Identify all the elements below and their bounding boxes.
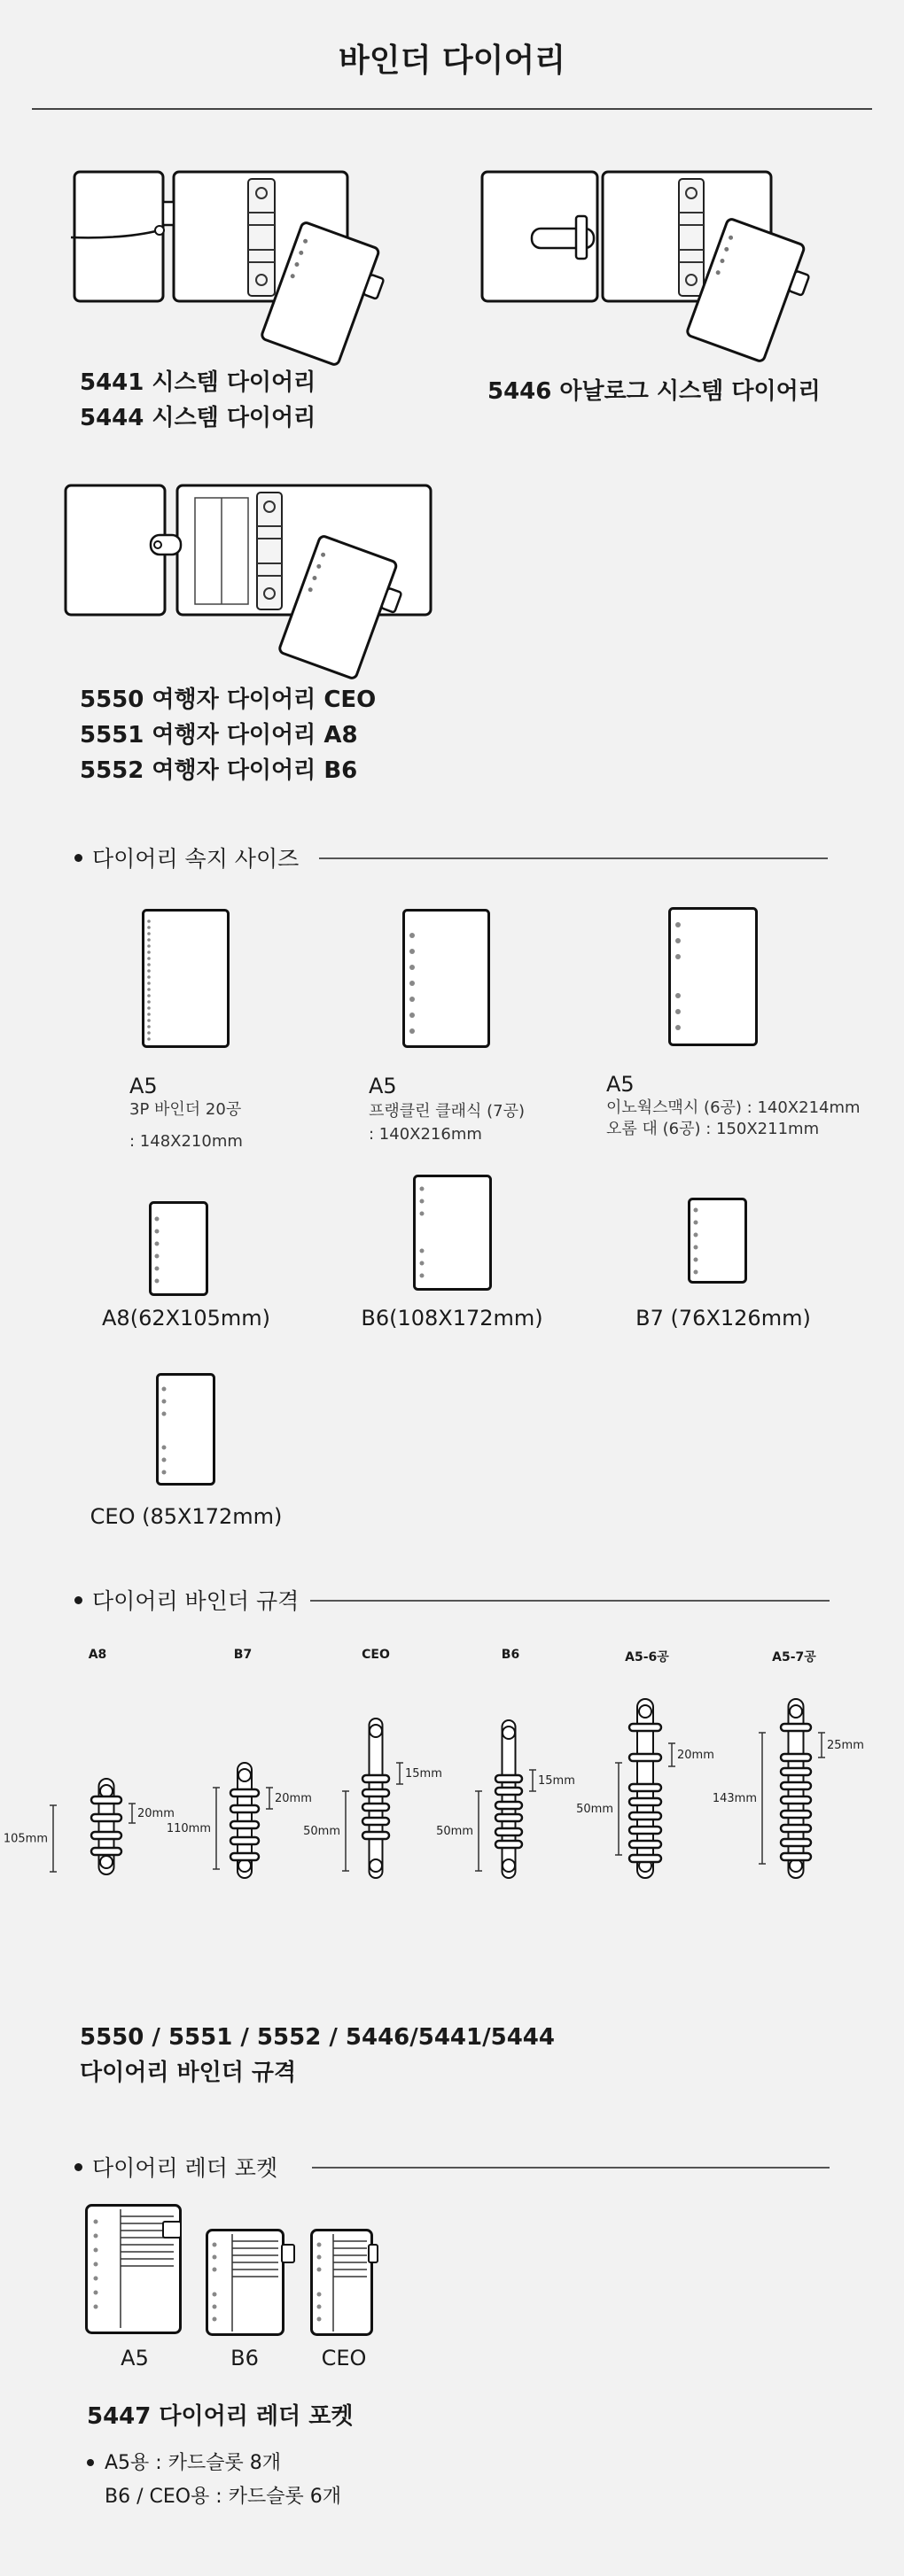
binder-ring xyxy=(230,1853,259,1860)
ring-name-a5-6: A5-6공 xyxy=(625,1650,669,1664)
binder-ring xyxy=(629,1754,661,1761)
b6-size-label: B6(108X172mm) xyxy=(361,1306,543,1331)
b7-page xyxy=(688,1198,750,1286)
binder-ring xyxy=(629,1724,661,1731)
a5-6-hole-page xyxy=(668,907,759,1049)
binder-ring xyxy=(362,1789,389,1796)
binder-ring xyxy=(230,1837,259,1844)
binder-ring xyxy=(91,1814,121,1821)
binder-ring xyxy=(781,1811,811,1818)
ring-name-a8: A8 xyxy=(88,1648,107,1662)
ring-name-ceo: CEO xyxy=(362,1648,390,1662)
binder-ring xyxy=(230,1789,259,1796)
binder-ring xyxy=(495,1841,522,1848)
section-bullet xyxy=(74,1596,82,1604)
rivet xyxy=(790,1705,802,1718)
binder-rings-diagram xyxy=(0,1665,904,2020)
ring-spine xyxy=(503,1720,516,1878)
binder-ring xyxy=(495,1775,522,1782)
binder-hole xyxy=(147,932,151,935)
b6-page xyxy=(413,1175,493,1292)
ceo-page xyxy=(156,1373,218,1488)
pocket-note-a5: A5용 : 카드슬롯 8개 xyxy=(105,2452,281,2474)
binder-ring xyxy=(495,1788,522,1795)
rivet xyxy=(639,1705,651,1718)
binder-hole xyxy=(147,1006,151,1010)
product-5441-label: 5441 시스템 다이어리 xyxy=(80,369,316,396)
ring-gap-length: 20mm xyxy=(137,1807,175,1820)
binder-ring xyxy=(781,1839,811,1846)
binder-caption-line2: 다이어리 바인더 규격 xyxy=(80,2060,297,2086)
binder-hole xyxy=(147,938,151,942)
binder-ring xyxy=(629,1855,661,1862)
ring-total-length: 105mm xyxy=(3,1832,48,1846)
a5-7-sub2: : 140X216mm xyxy=(369,1125,482,1144)
diary-5441-illustration xyxy=(71,167,425,366)
binder-hole xyxy=(147,1019,151,1022)
binder-ring xyxy=(781,1825,811,1832)
binder-ring xyxy=(495,1802,522,1809)
binder-ring xyxy=(781,1782,811,1789)
section-title-sizes: 다이어리 속지 사이즈 xyxy=(92,846,300,872)
a8-page xyxy=(149,1201,211,1299)
a8-size-label: A8(62X105mm) xyxy=(102,1306,270,1331)
section-bullet xyxy=(74,2163,82,2171)
binder-ring xyxy=(629,1812,661,1819)
pocket-note-b6-ceo: B6 / CEO용 : 카드슬롯 6개 xyxy=(105,2486,341,2508)
note-bullet xyxy=(87,2459,94,2466)
product-5444-label: 5444 시스템 다이어리 xyxy=(80,405,316,431)
binder-hole xyxy=(147,1013,151,1016)
header-divider xyxy=(32,108,872,110)
section-title-pocket: 다이어리 레더 포켓 xyxy=(92,2155,278,2181)
binder-hole xyxy=(147,1000,151,1004)
binder-ring xyxy=(230,1821,259,1828)
pocket-label-b6: B6 xyxy=(230,2346,259,2370)
binder-ring xyxy=(362,1804,389,1811)
ring-gap-length: 25mm xyxy=(827,1739,864,1752)
leather-pocket-b6 xyxy=(206,2229,294,2339)
a5-20-label: A5 xyxy=(129,1074,158,1098)
binder-ring xyxy=(91,1832,121,1839)
rivet xyxy=(238,1769,251,1781)
binder-ring xyxy=(362,1775,389,1782)
ring-gap-length: 20mm xyxy=(677,1749,714,1762)
binder-ring xyxy=(362,1818,389,1825)
product-5551-label: 5551 여행자 다이어리 A8 xyxy=(80,722,358,749)
binder-ring xyxy=(91,1848,121,1855)
ceo-size-label: CEO (85X172mm) xyxy=(90,1504,283,1529)
binder-hole xyxy=(147,988,151,991)
diary-5446-illustration xyxy=(479,168,833,368)
ring-gap-length: 20mm xyxy=(275,1792,312,1805)
a5-20-sub1: 3P 바인더 20공 xyxy=(129,1100,242,1119)
binder-hole xyxy=(147,982,151,985)
binder-ring xyxy=(781,1853,811,1860)
section-divider xyxy=(310,1600,830,1602)
ring-total-length: 50mm xyxy=(436,1825,473,1838)
ring-total-length: 50mm xyxy=(576,1803,613,1816)
binder-ring xyxy=(781,1724,811,1731)
leather-pocket-a5 xyxy=(85,2204,184,2337)
binder-hole xyxy=(147,975,151,979)
a5-7-label: A5 xyxy=(369,1074,397,1098)
product-5550-label: 5550 여행자 다이어리 CEO xyxy=(80,687,377,713)
binder-ring xyxy=(230,1805,259,1812)
binder-ring xyxy=(781,1796,811,1804)
rivet xyxy=(100,1856,113,1868)
section-divider xyxy=(319,857,828,859)
leather-pocket-ceo xyxy=(310,2229,378,2339)
section-bullet xyxy=(74,854,82,862)
travelers-diary-illustration xyxy=(62,480,434,679)
page-title: 바인더 다이어리 xyxy=(339,43,565,79)
ring-total-length: 110mm xyxy=(166,1822,211,1835)
section-title-binder: 다이어리 바인더 규격 xyxy=(92,1588,300,1614)
section-divider xyxy=(312,2167,830,2169)
pocket-product-label: 5447 다이어리 레더 포켓 xyxy=(87,2403,354,2430)
ring-total-length: 50mm xyxy=(303,1825,340,1838)
product-5446-label: 5446 아날로그 시스템 다이어리 xyxy=(487,378,821,405)
binder-hole xyxy=(147,1037,151,1041)
binder-hole xyxy=(147,963,151,966)
binder-ring xyxy=(629,1784,661,1791)
binder-hole xyxy=(147,944,151,948)
ring-name-a5-7: A5-7공 xyxy=(772,1650,816,1664)
b7-size-label: B7 (76X126mm) xyxy=(635,1306,811,1331)
binder-hole xyxy=(147,1031,151,1035)
ring-name-b7: B7 xyxy=(233,1648,253,1662)
a5-6-sub2: 오롬 대 (6공) : 150X211mm xyxy=(606,1120,820,1138)
binder-ring xyxy=(629,1841,661,1848)
binder-caption-line1: 5550 / 5551 / 5552 / 5446/5441/5444 xyxy=(80,2024,555,2051)
pocket-label-ceo: CEO xyxy=(321,2346,367,2370)
binder-ring xyxy=(91,1796,121,1804)
binder-hole xyxy=(147,969,151,973)
rivet xyxy=(370,1859,382,1872)
binder-hole xyxy=(147,926,151,929)
binder-ring xyxy=(629,1827,661,1834)
a5-7-sub1: 프랭클린 클래식 (7공) xyxy=(369,1102,526,1121)
rivet xyxy=(503,1859,515,1872)
a5-6-sub1: 이노웍스맥시 (6공) : 140X214mm xyxy=(606,1098,861,1117)
binder-ring xyxy=(781,1768,811,1775)
binder-hole xyxy=(147,1025,151,1028)
binder-hole xyxy=(147,950,151,954)
ring-total-length: 143mm xyxy=(712,1792,757,1805)
ring-name-b6: B6 xyxy=(501,1648,520,1662)
ring-gap-length: 15mm xyxy=(405,1767,442,1781)
pocket-label-a5: A5 xyxy=(121,2346,149,2370)
binder-ring xyxy=(495,1814,522,1821)
rivet xyxy=(503,1726,515,1739)
binder-ring xyxy=(362,1832,389,1839)
a5-20-hole-page xyxy=(142,909,230,1051)
binder-hole xyxy=(147,994,151,997)
binder-hole xyxy=(147,919,151,923)
binder-ring xyxy=(629,1798,661,1805)
binder-ring xyxy=(781,1754,811,1761)
ring-spine xyxy=(370,1719,383,1878)
a5-7-hole-page xyxy=(402,909,491,1051)
binder-hole xyxy=(147,957,151,960)
product-5552-label: 5552 여행자 다이어리 B6 xyxy=(80,757,358,784)
a5-20-sub2: : 148X210mm xyxy=(129,1132,243,1151)
rivet xyxy=(370,1725,382,1737)
binder-ring xyxy=(495,1828,522,1835)
a5-6-label: A5 xyxy=(606,1072,635,1097)
ring-gap-length: 15mm xyxy=(538,1774,575,1788)
